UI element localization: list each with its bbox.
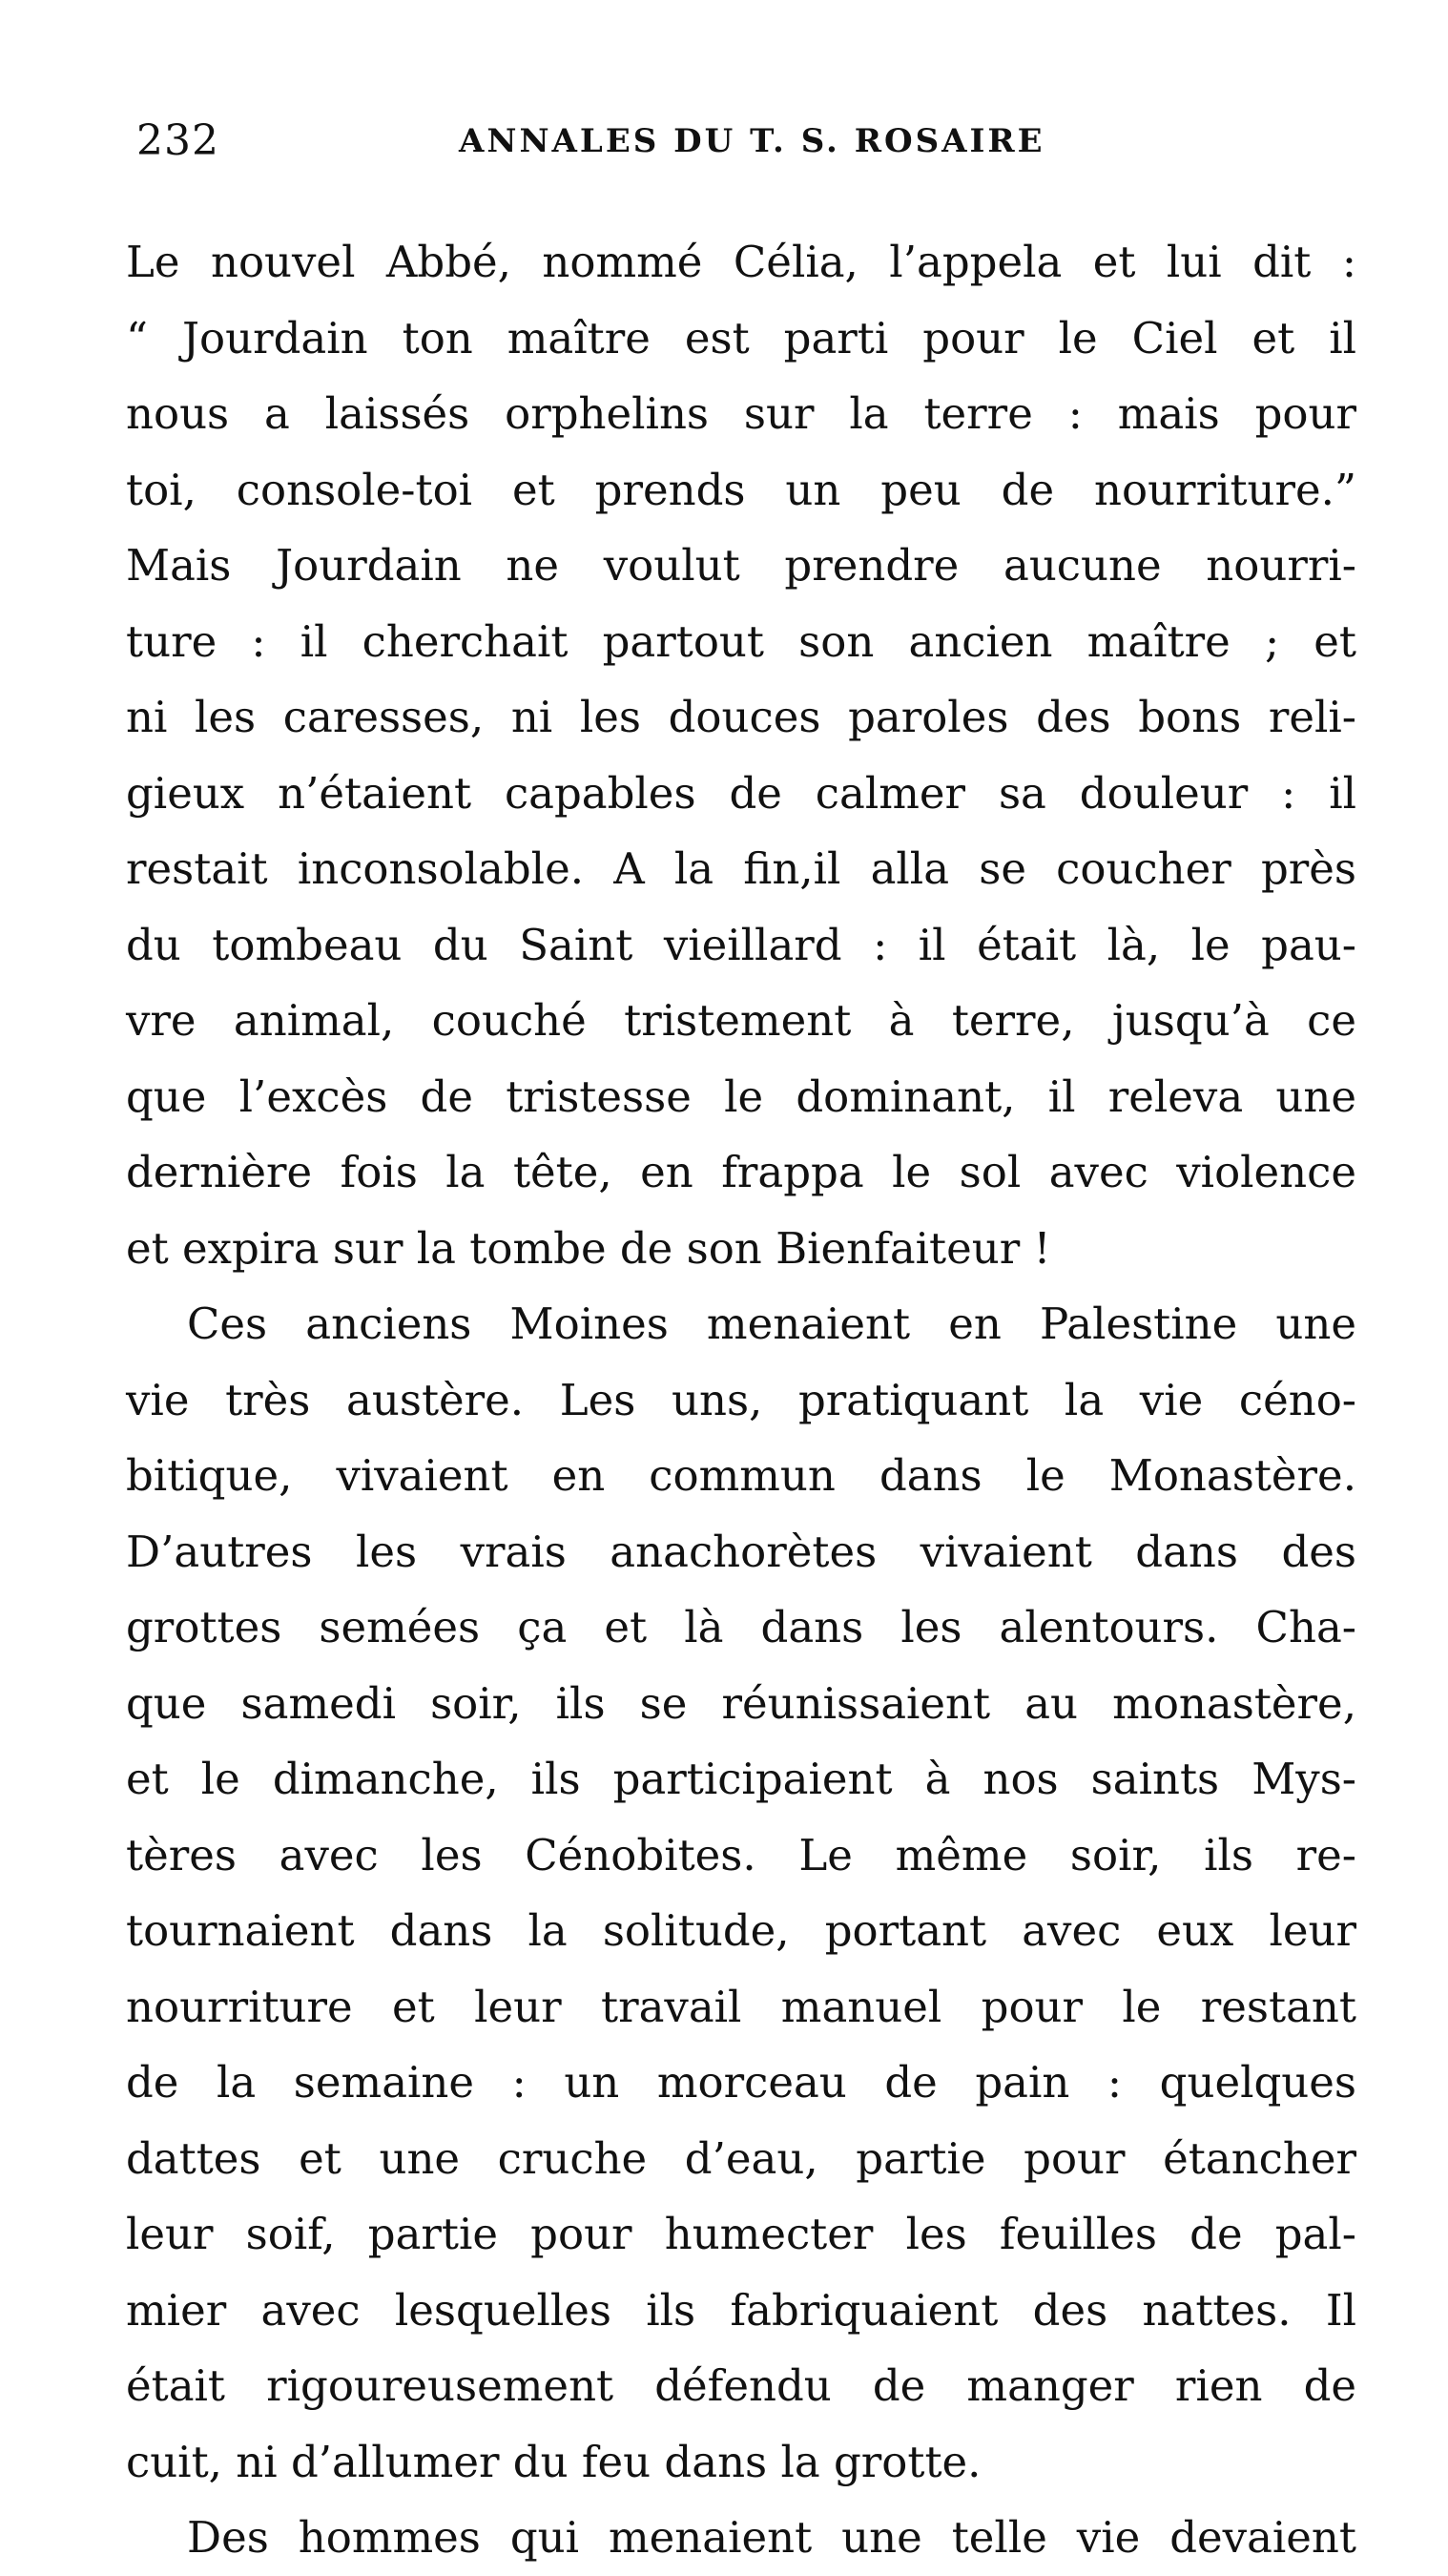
text-line: cuit, ni d’allumer du feu dans la grotte. <box>126 2436 982 2487</box>
text-line: de la semaine : un morceau de pain : quelques <box>126 2057 1356 2108</box>
page-number: 232 <box>136 116 219 165</box>
text-line: tournaient dans la solitude, portant avec eux leur <box>126 1905 1356 1956</box>
text-line: grottes semées ça et là dans les alentours. Cha- <box>126 1602 1356 1652</box>
text-line: Le nouvel Abbé, nommé Célia, l’appela et lui dit : <box>126 237 1356 287</box>
text-line: ni les caresses, ni les douces paroles des bons reli- <box>126 692 1356 742</box>
text-line: Des hommes qui menaient une telle vie devaient <box>187 2512 1356 2563</box>
text-line: était rigoureusement défendu de manger rien de <box>126 2360 1356 2411</box>
text-line: nous a laissés orphelins sur la terre : mais pour <box>126 388 1356 439</box>
text-line: toi, console-toi et prends un peu de nourriture.” <box>126 464 1356 515</box>
text-line: du tombeau du Saint vieillard : il était là, le pau- <box>126 919 1356 970</box>
text-line: Mais Jourdain ne voulut prendre aucune nourri- <box>126 540 1356 591</box>
text-line: restait inconsolable. A la fin,il alla se coucher près <box>126 843 1356 894</box>
text-line: et expira sur la tombe de son Bienfaiteur ! <box>126 1222 1051 1274</box>
text-line: vre animal, couché tristement à terre, jusqu’à ce <box>126 995 1356 1046</box>
text-line: bitique, vivaient en commun dans le Monastère. <box>126 1450 1356 1501</box>
text-line: “ Jourdain ton maître est parti pour le Ciel et il <box>126 312 1356 364</box>
text-line: leur soif, partie pour humecter les feuilles de pal- <box>126 2209 1356 2259</box>
running-head: ANNALES DU T. S. ROSAIRE <box>459 122 1045 160</box>
text-line: et le dimanche, ils participaient à nos saints Mys- <box>126 1754 1356 1804</box>
page-header <box>136 113 1354 170</box>
text-line: D’autres les vrais anachorètes vivaient dans des <box>126 1526 1356 1577</box>
text-line: vie très austère. Les uns, pratiquant la vie céno- <box>126 1374 1356 1425</box>
text-line: que samedi soir, ils se réunissaient au monastère, <box>126 1677 1356 1729</box>
text-line: ture : il cherchait partout son ancien maître ; et <box>126 615 1356 667</box>
text-line: Ces anciens Moines menaient en Palestine une <box>187 1298 1356 1349</box>
text-line: dernière fois la tête, en frappa le sol avec violence <box>126 1147 1356 1197</box>
text-line: mier avec lesquelles ils fabriquaient des nattes. Il <box>126 2284 1356 2336</box>
text-line: nourriture et leur travail manuel pour le restant <box>126 1981 1356 2032</box>
text-line: que l’excès de tristesse le dominant, il releva une <box>126 1070 1356 1122</box>
text-line: gieux n’étaient capables de calmer sa douleur : il <box>126 767 1356 819</box>
text-line: dattes et une cruche d’eau, partie pour étancher <box>126 2132 1356 2184</box>
body-text <box>126 224 1356 2576</box>
text-line: tères avec les Cénobites. Le même soir, ils re- <box>126 1829 1356 1880</box>
